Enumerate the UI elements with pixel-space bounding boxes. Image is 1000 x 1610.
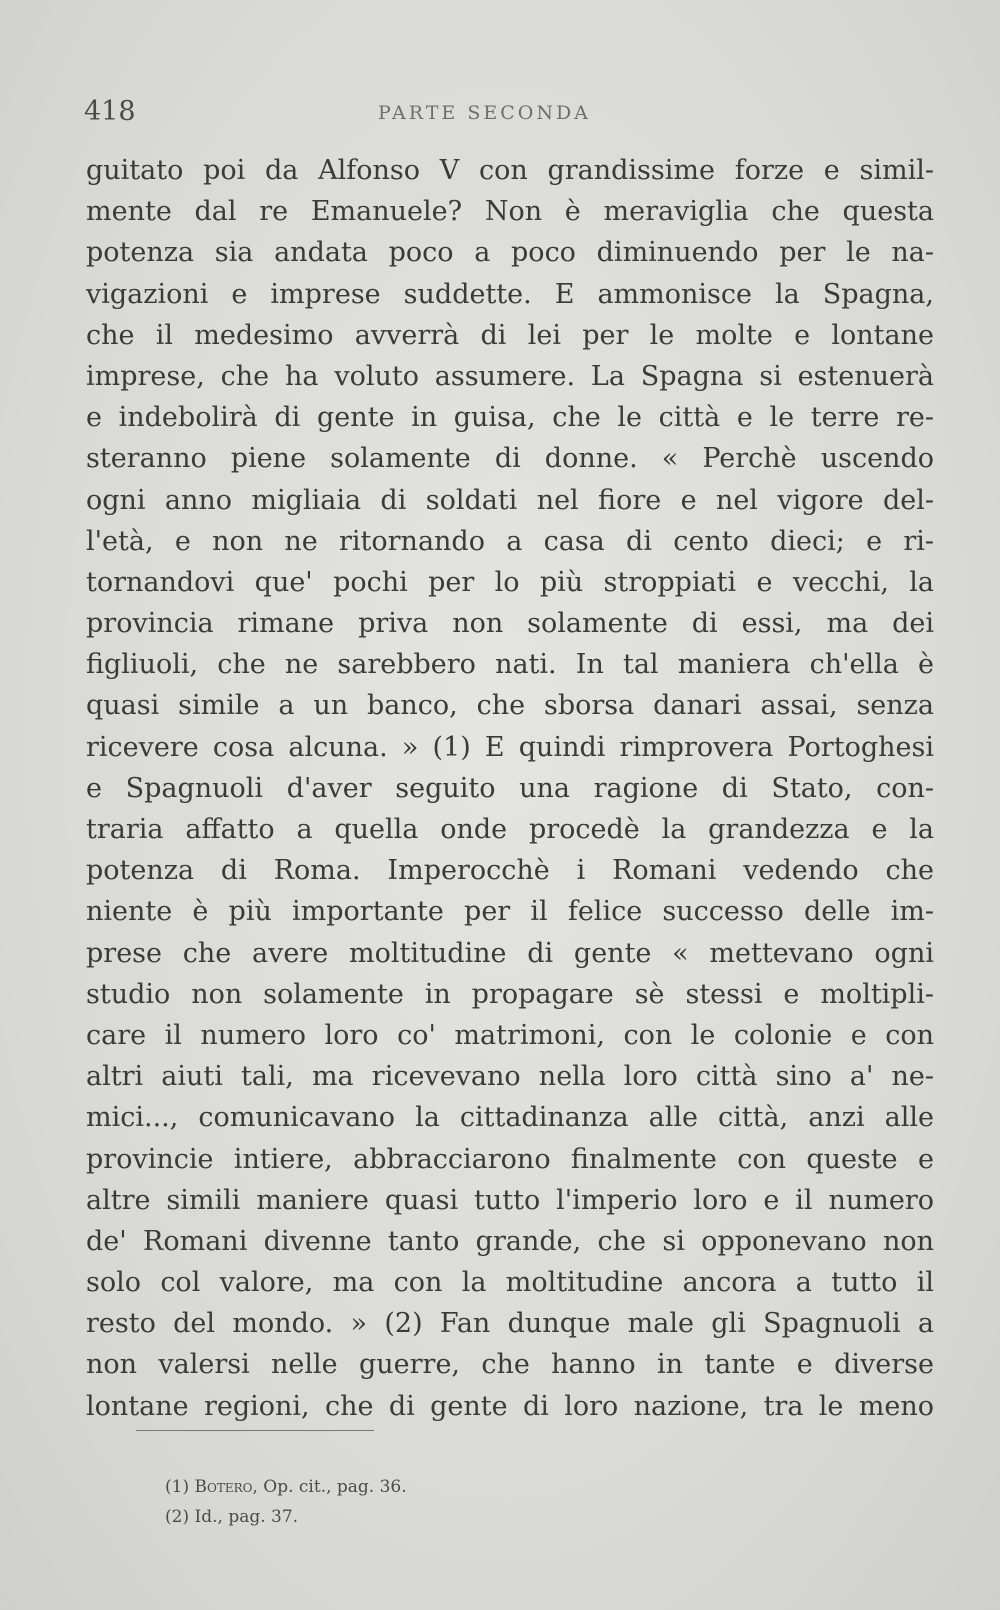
text-line: tornandovi que' pochi per lo più stroppiati e vecchi, la [86, 566, 934, 598]
running-head: PARTE SECONDA [378, 102, 591, 124]
text-line: studio non solamente in propagare sè stessi e moltipli- [86, 978, 934, 1010]
text-line: guitato poi da Alfonso V con grandissime forze e simil- [86, 155, 934, 186]
text-line: niente è più importante per il felice successo delle im- [86, 896, 934, 928]
text-line: e indebolirà di gente in guisa, che le città e le terre re- [86, 402, 934, 434]
text-line: mici..., comunicavano la cittadinanza alle città, anzi alle [86, 1102, 934, 1134]
text-line: lontane regioni, che di gente di loro nazione, tra le meno [86, 1390, 934, 1422]
text-line: provincie intiere, abbracciarono finalmente con queste e [86, 1143, 934, 1175]
text-line: non valersi nelle guerre, che hanno in tante e diverse [86, 1349, 934, 1381]
text-line: mente dal re Emanuele? Non è meraviglia che questa [86, 196, 934, 228]
text-line: potenza di Roma. Imperocchè i Romani vedendo che [86, 855, 934, 887]
text-line: altre simili maniere quasi tutto l'imperio loro e il numero [86, 1184, 934, 1216]
page-number: 418 [84, 96, 136, 127]
text-line: quasi simile a un banco, che sborsa danari assai, senza [86, 690, 934, 722]
page-header [84, 96, 604, 136]
footnote-separator [136, 1430, 374, 1431]
text-line: altri aiuti tali, ma ricevevano nella loro città sino a' ne- [86, 1061, 934, 1093]
text-line: de' Romani divenne tanto grande, che si opponevano non [86, 1225, 934, 1257]
footnote-text: , pag. 37. [217, 1507, 299, 1527]
text-line: imprese, che ha voluto assumere. La Spagna si estenuerà [86, 360, 934, 392]
text-line: care il numero loro co' matrimoni, con le colonie e con [86, 1019, 934, 1051]
text-line: l'età, e non ne ritornando a casa di cento dieci; e ri- [86, 525, 934, 557]
footnotes [165, 1472, 665, 1532]
footnote-marker: (2) [165, 1507, 190, 1527]
text-line: provincia rimane priva non solamente di essi, ma dei [86, 608, 934, 640]
text-line: resto del mondo. » (2) Fan dunque male gli Spagnuoli a [86, 1308, 934, 1340]
footnote-marker: (1) [165, 1477, 190, 1497]
text-line: vigazioni e imprese suddette. E ammonisce la Spagna, [86, 278, 934, 310]
text-line: solo col valore, ma con la moltitudine ancora a tutto il [86, 1267, 934, 1299]
footnote-author: Botero [194, 1477, 253, 1497]
text-line: ogni anno migliaia di soldati nel fiore e nel vigore del- [86, 484, 934, 516]
footnote-text: , Op. cit., pag. 36. [252, 1477, 407, 1497]
text-line: che il medesimo avverrà di lei per le molte e lontane [86, 319, 934, 351]
footnote-1 [165, 1472, 665, 1502]
footnote-author: Id. [194, 1507, 218, 1527]
text-line: e Spagnuoli d'aver seguito una ragione di Stato, con- [86, 772, 934, 804]
text-line: ricevere cosa alcuna. » (1) E quindi rimprovera Portoghesi [86, 731, 934, 763]
text-line: prese che avere moltitudine di gente « mettevano ogni [86, 937, 934, 969]
body-text [86, 150, 934, 1427]
footnote-2 [165, 1502, 665, 1532]
text-line: figliuoli, che ne sarebbero nati. In tal maniera ch'ella è [86, 649, 934, 681]
text-line: traria affatto a quella onde procedè la grandezza e la [86, 814, 934, 845]
text-line: steranno piene solamente di donne. « Perchè uscendo [86, 443, 934, 475]
text-line: potenza sia andata poco a poco diminuendo per le na- [86, 237, 934, 269]
